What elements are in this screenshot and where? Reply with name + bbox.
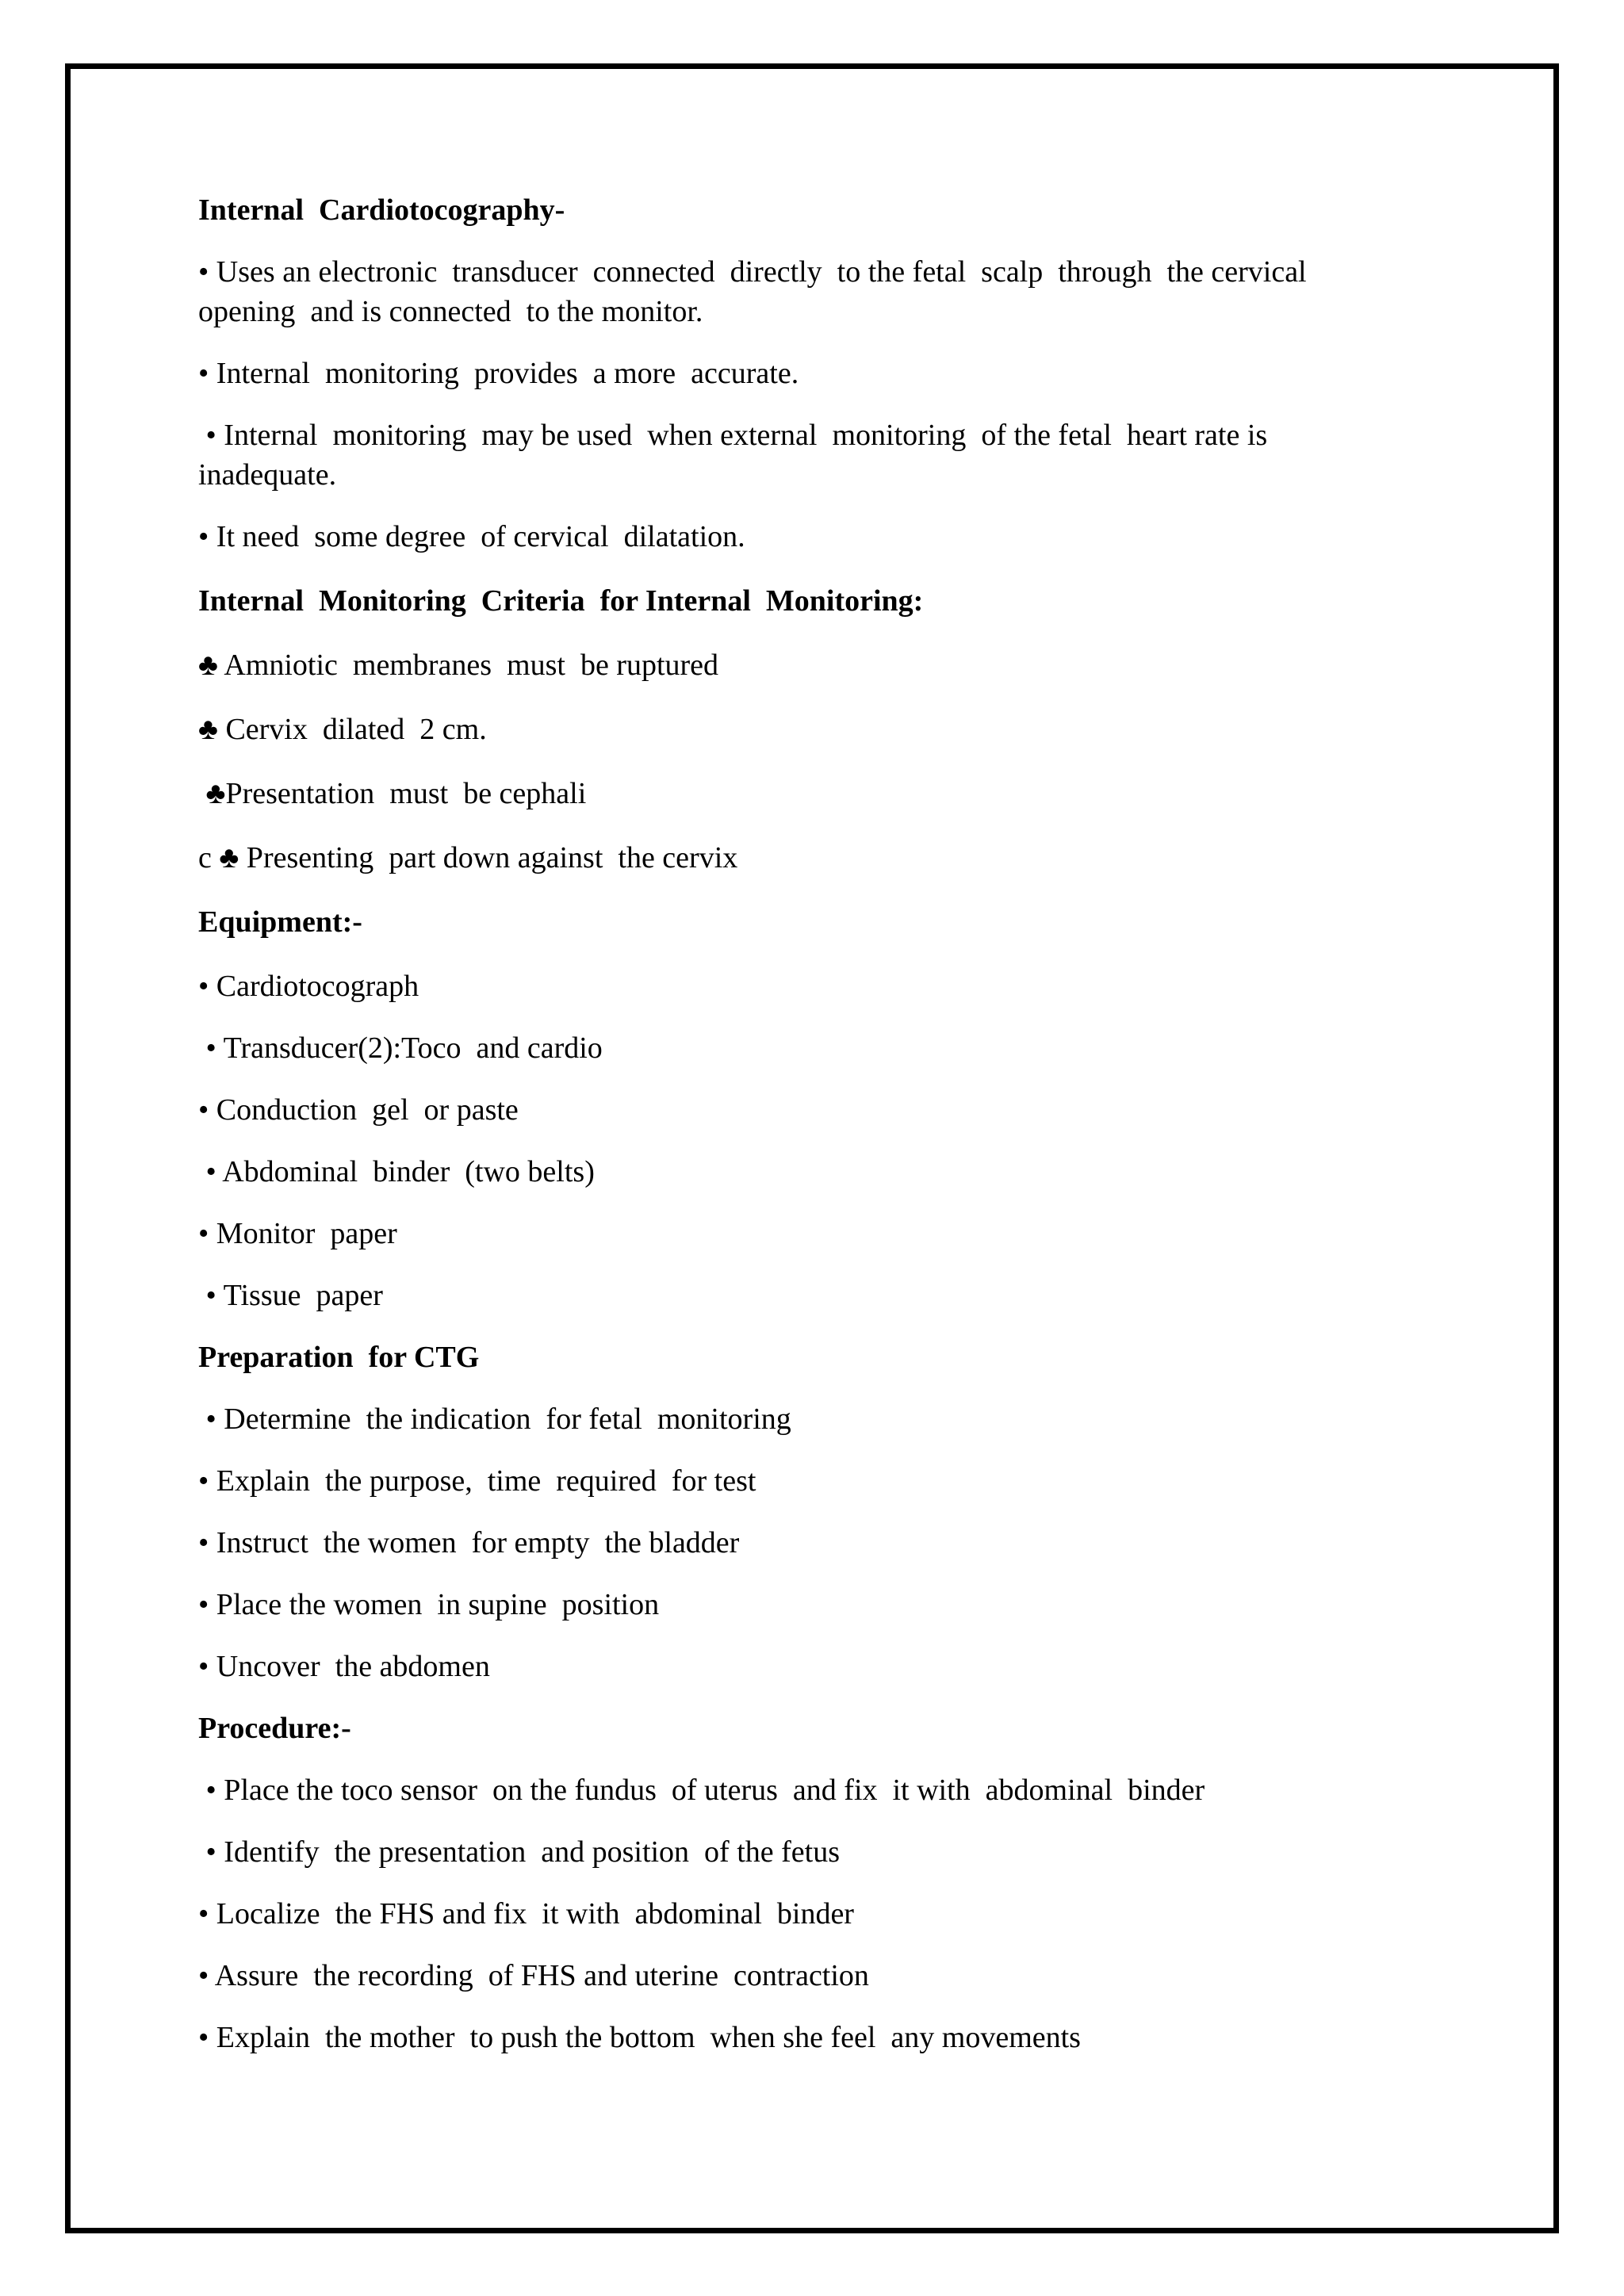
list-item: • Place the toco sensor on the fundus of uterus and fix it with abdominal binder	[198, 1774, 1205, 1807]
list-item: • Uncover the abdomen	[198, 1650, 490, 1683]
list-item: • Identify the presentation and position of the fetus	[198, 1835, 841, 1869]
document-body	[198, 190, 1356, 2057]
list-item: c ♣ Presenting part down against the cervix	[198, 841, 738, 874]
list-item: • Determine the indication for fetal monitoring	[198, 1402, 791, 1436]
list-item: • Instruct the women for empty the bladder	[198, 1526, 740, 1559]
list-item: • Internal monitoring provides a more accurate.	[198, 357, 799, 390]
list-item: • Explain the purpose, time required for test	[198, 1464, 756, 1498]
list-item: ♣ Cervix dilated 2 cm.	[198, 713, 487, 746]
list-item: • Uses an electronic transducer connected directly to the fetal scalp through the cervical opening and is connected to the monitor.	[198, 255, 1315, 328]
list-item: • It need some degree of cervical dilatation.	[198, 520, 745, 553]
list-item: ♣Presentation must be cephali	[198, 777, 587, 810]
list-item: • Localize the FHS and fix it with abdominal binder	[198, 1897, 854, 1931]
list-item: ♣ Amniotic membranes must be ruptured	[198, 649, 719, 682]
section-heading-internal-cardiotocography: Internal Cardiotocography-	[198, 193, 565, 227]
list-item: • Transducer(2):Toco and cardio	[198, 1031, 603, 1065]
list-item: • Monitor paper	[198, 1217, 397, 1250]
list-item: • Tissue paper	[198, 1279, 383, 1312]
section-heading-equipment: Equipment:-	[198, 905, 362, 939]
section-heading-procedure: Procedure:-	[198, 1712, 351, 1745]
section-heading-monitoring-criteria: Internal Monitoring Criteria for Internal Monitoring:	[198, 584, 924, 618]
list-item: • Explain the mother to push the bottom when she feel any movements	[198, 2021, 1081, 2054]
list-item: • Internal monitoring may be used when external monitoring of the fetal heart rate is inadequate.	[198, 419, 1275, 492]
list-item: • Assure the recording of FHS and uterine contraction	[198, 1959, 869, 1992]
list-item: • Cardiotocograph	[198, 970, 419, 1003]
list-item: • Place the women in supine position	[198, 1588, 660, 1621]
list-item: • Conduction gel or paste	[198, 1093, 519, 1127]
section-heading-preparation: Preparation for CTG	[198, 1341, 480, 1374]
list-item: • Abdominal binder (two belts)	[198, 1155, 595, 1188]
